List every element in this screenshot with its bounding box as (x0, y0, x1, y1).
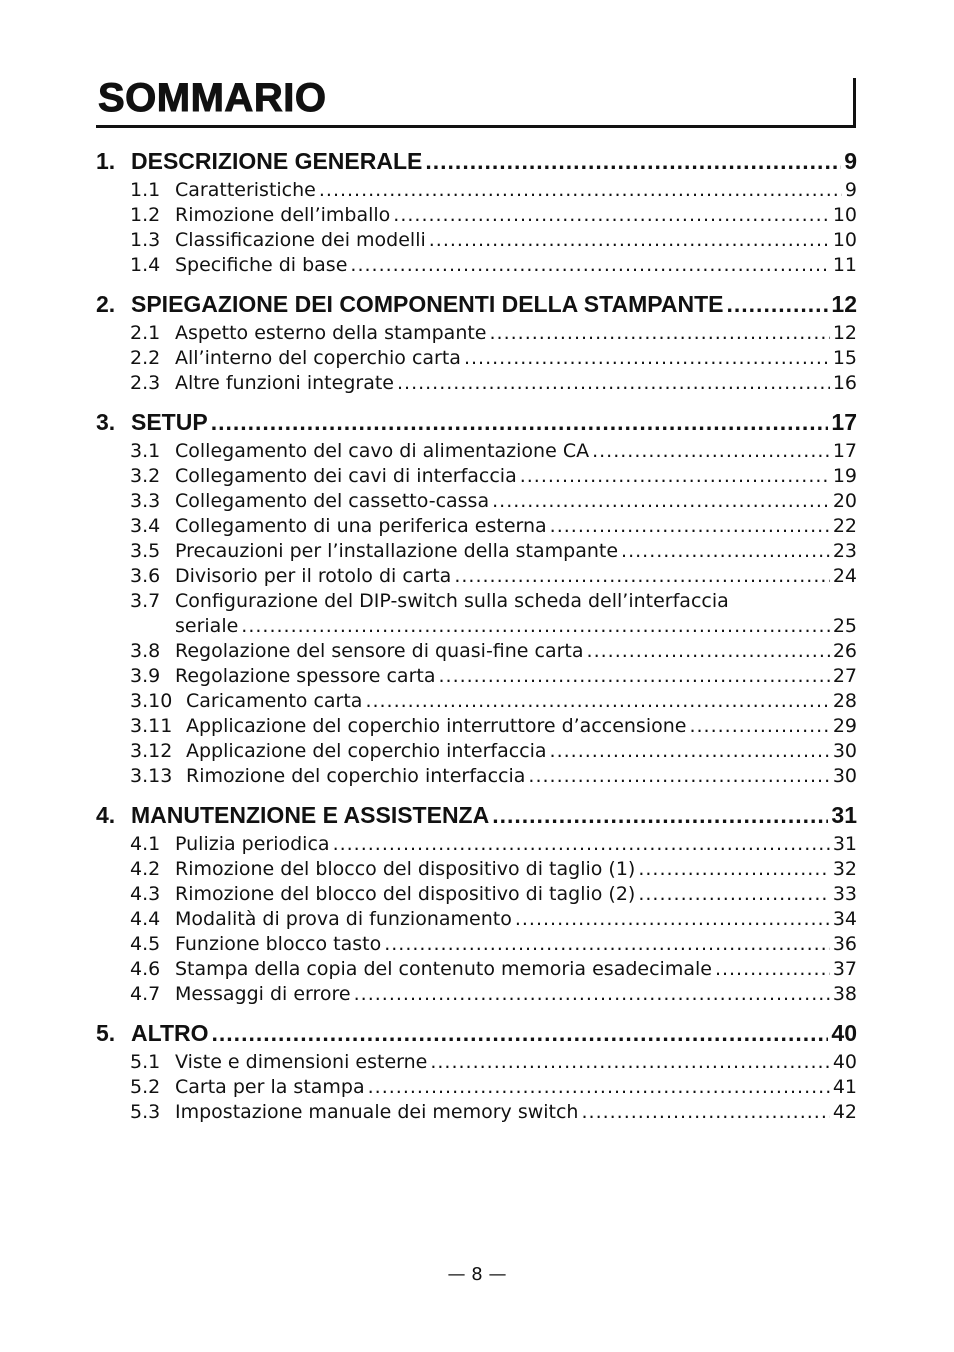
toc-item-entry[interactable] (96, 689, 857, 714)
item-title: Messaggi di errore (175, 983, 351, 1005)
item-title: Carta per la stampa (175, 1076, 365, 1098)
item-page-number: 28 (832, 690, 857, 712)
item-title: Divisorio per il rotolo di carta (175, 565, 452, 587)
toc-section-entry[interactable] (96, 406, 857, 438)
item-number: 4.3 (130, 883, 161, 905)
item-title: Rimozione del coperchio interfaccia (186, 765, 526, 787)
item-number: 3.5 (130, 540, 161, 562)
item-number: 3.4 (130, 515, 161, 537)
dot-leader (550, 514, 830, 539)
section-title: DESCRIZIONE GENERALE (131, 148, 423, 174)
item-number: 1.4 (130, 254, 161, 276)
item-page-number: 10 (832, 229, 857, 251)
section-page-number: 9 (844, 148, 857, 174)
item-title: Rimozione del blocco del dispositivo di taglio (1) (175, 858, 636, 880)
item-number: 1.2 (130, 204, 161, 226)
toc-item-entry[interactable] (96, 764, 857, 789)
toc-item-entry[interactable] (96, 714, 857, 739)
toc-item-entry[interactable] (96, 832, 857, 857)
item-number: 3.6 (130, 565, 161, 587)
dot-leader (592, 439, 830, 464)
dot-leader (425, 145, 841, 177)
toc-item-entry[interactable] (96, 857, 857, 882)
item-page-number: 34 (832, 908, 857, 930)
section-page-number: 17 (831, 409, 857, 435)
item-page-number: 30 (832, 765, 857, 787)
item-title: Caricamento carta (186, 690, 363, 712)
item-page-number: 26 (832, 640, 857, 662)
item-title: Impostazione manuale dei memory switch (175, 1101, 579, 1123)
item-number: 4.6 (130, 958, 161, 980)
item-page-number: 19 (832, 465, 857, 487)
toc-section-entry[interactable] (96, 145, 857, 177)
dot-leader (638, 857, 829, 882)
section-number: 4. (96, 802, 116, 828)
dot-leader (368, 1075, 830, 1100)
toc-item-entry[interactable] (96, 589, 857, 614)
section-page-number: 31 (831, 802, 857, 828)
toc-item-entry[interactable] (96, 346, 857, 371)
item-title: Stampa della copia del contenuto memoria esadecimale (175, 958, 712, 980)
dot-leader (430, 1050, 829, 1075)
section-title: SPIEGAZIONE DEI COMPONENTI DELLA STAMPANTE (131, 291, 724, 317)
toc-item-entry[interactable] (96, 228, 857, 253)
item-number: 3.7 (130, 590, 161, 612)
toc-item-entry[interactable] (96, 1075, 857, 1100)
item-title: Collegamento dei cavi di interfaccia (175, 465, 517, 487)
dot-leader (333, 832, 830, 857)
dot-leader (319, 178, 842, 203)
toc-item-entry[interactable] (96, 464, 857, 489)
toc-item-entry[interactable] (96, 639, 857, 664)
dot-leader (587, 639, 830, 664)
item-title: Regolazione spessore carta (175, 665, 436, 687)
item-number: 1.3 (130, 229, 161, 251)
item-page-number: 33 (832, 883, 857, 905)
item-title: Caratteristiche (175, 179, 316, 201)
item-number: 4.4 (130, 908, 161, 930)
item-number: 3.10 (130, 690, 173, 712)
item-title: Rimozione del blocco del dispositivo di taglio (2) (175, 883, 636, 905)
dot-leader (384, 932, 830, 957)
section-number: 5. (96, 1020, 116, 1046)
dot-leader (365, 689, 829, 714)
item-title: Configurazione del DIP-switch sulla scheda dell’interfaccia (175, 590, 729, 612)
item-page-number: 12 (832, 322, 857, 344)
item-title: Modalità di prova di funzionamento (175, 908, 512, 930)
item-title: Funzione blocco tasto (175, 933, 382, 955)
item-page-number: 17 (832, 440, 857, 462)
toc-item-entry[interactable] (96, 932, 857, 957)
item-title: Rimozione dell’imballo (175, 204, 391, 226)
item-page-number: 22 (832, 515, 857, 537)
item-page-number: 36 (832, 933, 857, 955)
section-title: SETUP (131, 409, 208, 435)
toc-section (96, 406, 857, 789)
item-title: Collegamento di una periferica esterna (175, 515, 547, 537)
item-title: All’interno del coperchio carta (175, 347, 461, 369)
toc-item-entry[interactable] (96, 1100, 857, 1125)
toc-item-entry[interactable] (96, 489, 857, 514)
toc-section (96, 288, 857, 396)
item-title: Specifiche di base (175, 254, 348, 276)
dot-leader (354, 982, 830, 1007)
item-title: Aspetto esterno della stampante (175, 322, 487, 344)
item-page-number: 15 (832, 347, 857, 369)
item-title: Applicazione del coperchio interruttore d’accensione (186, 715, 687, 737)
dot-leader (515, 907, 830, 932)
toc-item-entry[interactable] (96, 253, 857, 278)
table-of-contents (96, 145, 857, 1135)
dot-leader (621, 539, 830, 564)
dot-leader (429, 228, 830, 253)
item-number: 3.2 (130, 465, 161, 487)
item-page-number: 23 (832, 540, 857, 562)
item-number: 3.9 (130, 665, 161, 687)
item-number: 3.13 (130, 765, 173, 787)
item-title: Collegamento del cavo di alimentazione CA (175, 440, 590, 462)
dot-leader (492, 489, 830, 514)
toc-item-entry[interactable] (96, 664, 857, 689)
item-title: Altre funzioni integrate (175, 372, 394, 394)
toc-item-entry[interactable] (96, 178, 857, 203)
dot-leader (528, 764, 829, 789)
item-title: Classificazione dei modelli (175, 229, 426, 251)
item-number: 5.3 (130, 1101, 161, 1123)
item-title: Precauzioni per l’installazione della stampante (175, 540, 619, 562)
section-page-number: 40 (831, 1020, 857, 1046)
item-number: 5.1 (130, 1051, 161, 1073)
dot-leader (492, 799, 828, 831)
dot-leader (438, 664, 829, 689)
item-page-number: 20 (832, 490, 857, 512)
dot-leader (550, 739, 830, 764)
toc-item-entry[interactable] (96, 321, 857, 346)
item-page-number: 37 (832, 958, 857, 980)
toc-item-entry[interactable] (96, 539, 857, 564)
toc-item-entry[interactable] (96, 907, 857, 932)
item-page-number: 25 (832, 615, 857, 637)
item-title-continued: seriale (175, 615, 239, 637)
dot-leader (212, 1017, 829, 1049)
dot-leader (211, 406, 829, 438)
item-number: 3.1 (130, 440, 161, 462)
item-page-number: 38 (832, 983, 857, 1005)
item-page-number: 40 (832, 1051, 857, 1073)
section-page-number: 12 (831, 291, 857, 317)
dot-leader (727, 288, 829, 320)
dot-leader (581, 1100, 829, 1125)
item-number: 3.3 (130, 490, 161, 512)
item-number: 4.5 (130, 933, 161, 955)
toc-section (96, 145, 857, 278)
item-page-number: 9 (844, 179, 857, 201)
item-number: 2.3 (130, 372, 161, 394)
item-number: 5.2 (130, 1076, 161, 1098)
dot-leader (715, 957, 830, 982)
item-number: 2.2 (130, 347, 161, 369)
item-page-number: 24 (832, 565, 857, 587)
dot-leader (638, 882, 829, 907)
item-title: Collegamento del cassetto-cassa (175, 490, 490, 512)
toc-item-entry[interactable] (96, 982, 857, 1007)
item-page-number: 27 (832, 665, 857, 687)
toc-item-entry-continued[interactable] (96, 614, 857, 639)
section-number: 2. (96, 291, 116, 317)
item-number: 3.11 (130, 715, 173, 737)
dot-leader (393, 203, 830, 228)
toc-section (96, 1017, 857, 1125)
page-title: SOMMARIO (98, 76, 327, 120)
item-title: Viste e dimensioni esterne (175, 1051, 428, 1073)
page-number: — 8 — (447, 1264, 507, 1285)
dot-leader (520, 464, 830, 489)
item-page-number: 32 (832, 858, 857, 880)
item-number: 3.12 (130, 740, 173, 762)
item-number: 4.1 (130, 833, 161, 855)
toc-item-entry[interactable] (96, 882, 857, 907)
toc-item-entry[interactable] (96, 371, 857, 396)
toc-item-entry[interactable] (96, 514, 857, 539)
toc-item-entry[interactable] (96, 564, 857, 589)
item-number: 2.1 (130, 322, 161, 344)
dot-leader (397, 371, 830, 396)
item-page-number: 11 (832, 254, 857, 276)
item-page-number: 31 (832, 833, 857, 855)
toc-item-entry[interactable] (96, 957, 857, 982)
item-page-number: 16 (832, 372, 857, 394)
dot-leader (490, 321, 830, 346)
section-title: MANUTENZIONE E ASSISTENZA (131, 802, 490, 828)
item-number: 4.7 (130, 983, 161, 1005)
toc-section-entry[interactable] (96, 1017, 857, 1049)
section-number: 1. (96, 148, 116, 174)
item-number: 3.8 (130, 640, 161, 662)
toc-item-entry[interactable] (96, 203, 857, 228)
item-number: 1.1 (130, 179, 161, 201)
item-page-number: 41 (832, 1076, 857, 1098)
dot-leader (689, 714, 829, 739)
toc-section-entry[interactable] (96, 799, 857, 831)
section-title: ALTRO (131, 1020, 209, 1046)
dot-leader (241, 614, 830, 639)
item-title: Applicazione del coperchio interfaccia (186, 740, 547, 762)
page-header (96, 70, 856, 128)
item-title: Regolazione del sensore di quasi-fine carta (175, 640, 584, 662)
item-number: 4.2 (130, 858, 161, 880)
toc-section (96, 799, 857, 1007)
dot-leader (454, 564, 829, 589)
item-page-number: 10 (832, 204, 857, 226)
item-page-number: 30 (832, 740, 857, 762)
dot-leader (464, 346, 830, 371)
header-horizontal-rule (96, 125, 856, 128)
item-title: Pulizia periodica (175, 833, 330, 855)
section-number: 3. (96, 409, 116, 435)
item-page-number: 42 (832, 1101, 857, 1123)
header-vertical-rule (853, 78, 856, 128)
toc-section-entry[interactable] (96, 288, 857, 320)
dot-leader (350, 253, 829, 278)
toc-item-entry[interactable] (96, 1050, 857, 1075)
toc-item-entry[interactable] (96, 739, 857, 764)
item-page-number: 29 (832, 715, 857, 737)
toc-item-entry[interactable] (96, 439, 857, 464)
